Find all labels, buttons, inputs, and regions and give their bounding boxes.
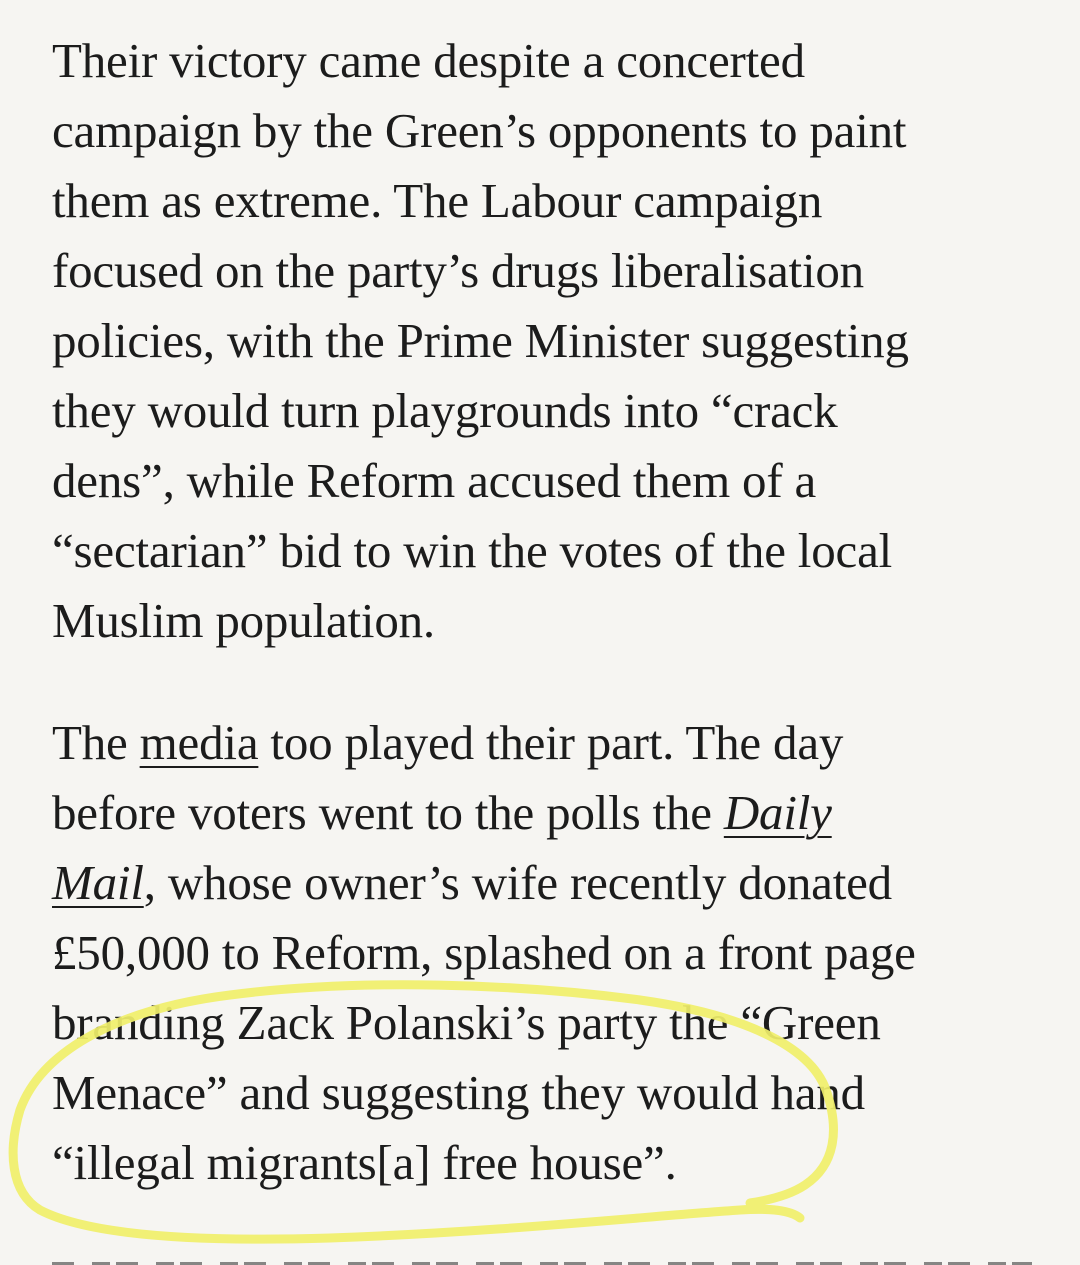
daily-mail-link-continued[interactable]: Mail <box>52 855 144 910</box>
text-line: “illegal migrants[a] free house”. <box>52 1135 677 1190</box>
text-line <box>52 708 1052 778</box>
paragraph-spacer <box>52 656 1052 708</box>
text-line: £50,000 to Reform, splashed on a front page <box>52 925 916 980</box>
text-line: policies, with the Prime Minister suggesting <box>52 313 909 368</box>
text-line: focused on the party’s drugs liberalisation <box>52 243 864 298</box>
text-segment: too played their part. The day <box>258 715 844 770</box>
text-line: dens”, while Reform accused them of a <box>52 453 817 508</box>
text-line: Menace” and suggesting they would hand <box>52 1065 865 1120</box>
cut-off-next-line <box>52 1252 1032 1265</box>
text-line: they would turn playgrounds into “crack <box>52 383 838 438</box>
text-segment: before voters went to the polls the <box>52 785 724 840</box>
media-link[interactable]: media <box>139 715 259 770</box>
daily-mail-link[interactable]: Daily <box>723 785 832 840</box>
text-line: them as extreme. The Labour campaign <box>52 173 823 228</box>
text-segment: , whose owner’s wife recently donated <box>143 855 892 910</box>
text-segment: The <box>52 715 140 770</box>
article-body <box>52 26 1052 1198</box>
text-line: Their victory came despite a concerted <box>52 33 805 88</box>
text-line <box>52 778 1052 848</box>
text-line <box>52 848 1052 918</box>
text-line: branding Zack Polanski’s party the “Green <box>52 995 881 1050</box>
paragraph-1 <box>52 26 1052 656</box>
text-line: “sectarian” bid to win the votes of the local <box>52 523 893 578</box>
paragraph-2 <box>52 708 1052 1198</box>
text-line: campaign by the Green’s opponents to paint <box>52 103 907 158</box>
text-line: Muslim population. <box>52 593 435 648</box>
